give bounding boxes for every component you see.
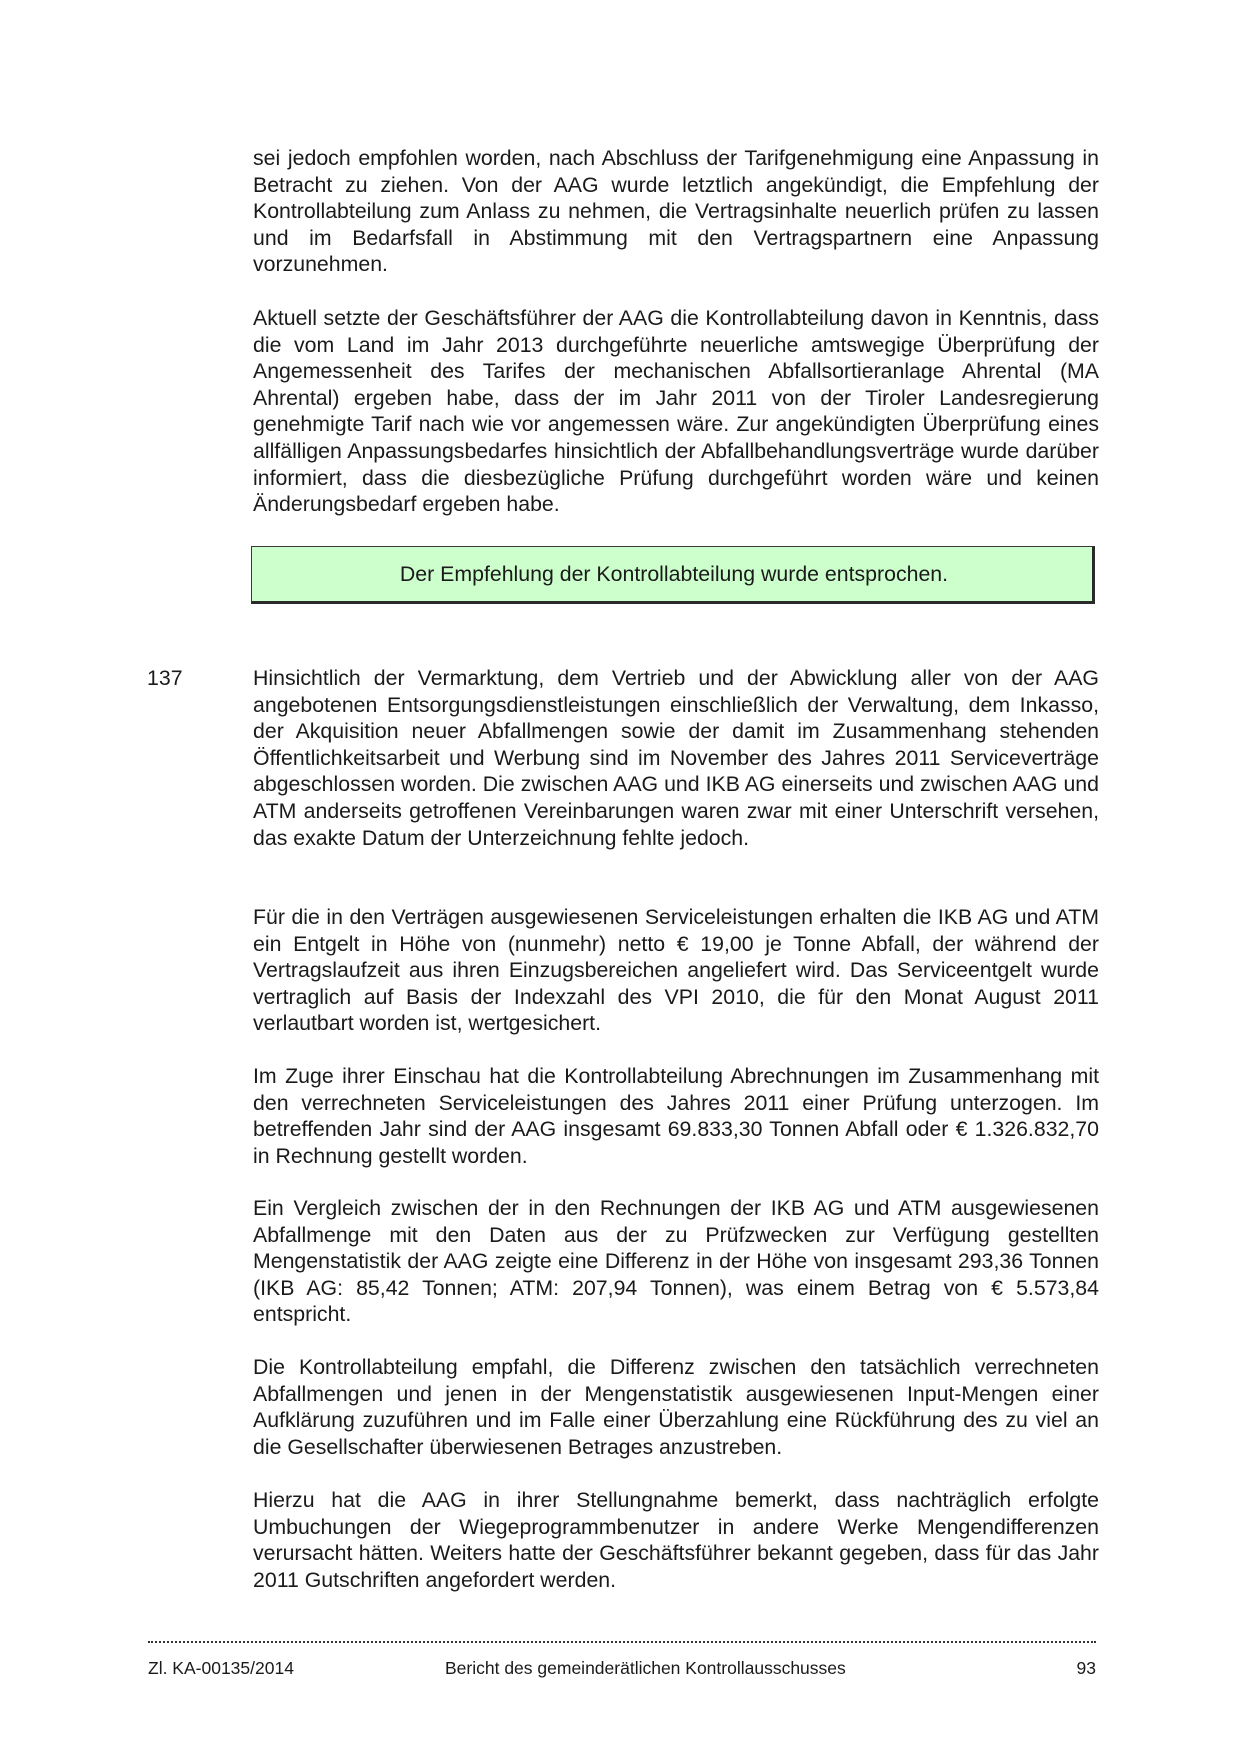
paragraph: Für die in den Verträgen ausgewiesenen Serviceleistungen erhalten die IKB AG und ATM ein Entgelt in Höhe von (nunmehr) netto € 19,00 je Tonne Abfall, der während der Vertragslaufzeit aus ihren Einzugsbereichen angeliefert wird. Das Serviceentgelt wurde vertraglich auf Basis der Indexzahl des VPI 2010, die für den Monat August 2011 verlautbart worden ist, wertgesichert.: [253, 905, 1099, 1036]
section-paragraph-4: [253, 1195, 1099, 1328]
paragraph-block-top-2: [253, 305, 1099, 518]
section-paragraph-6: [253, 1487, 1099, 1593]
section-number: 137: [147, 666, 183, 690]
paragraph: Ein Vergleich zwischen der in den Rechnungen der IKB AG und ATM ausgewiesenen Abfallmenge mit den Daten aus der zu Prüfzwecken zur Verfügung gestellten Mengenstatistik der AAG zeigte eine Differenz in der Höhe von insgesamt 293,36 Tonnen (IKB AG: 85,42 Tonnen; ATM: 207,94 Tonnen), was einem Betrag von € 5.573,84 entspricht.: [253, 1196, 1099, 1327]
paragraph-block-top-1: [253, 145, 1099, 278]
paragraph: Die Kontrollabteilung empfahl, die Differenz zwischen den tatsächlich verrechneten Abfallmengen und jenen in der Mengenstatistik ausgewiesenen Input-Mengen einer Aufklärung zuzuführen und im Falle einer Überzahlung eine Rückführung des zu viel an die Gesellschafter überwiesenen Betrages anzustreben.: [253, 1355, 1099, 1459]
recommendation-status-text: Der Empfehlung der Kontrollabteilung wurde entsprochen.: [399, 562, 949, 586]
page-number: 93: [1076, 1658, 1096, 1678]
section-paragraph-1: [253, 665, 1099, 851]
recommendation-status-box: [251, 546, 1095, 604]
section-paragraph-5: [253, 1354, 1099, 1460]
section-paragraph-3: [253, 1063, 1099, 1169]
page-footer: [148, 1657, 1096, 1681]
paragraph: Im Zuge ihrer Einschau hat die Kontrollabteilung Abrechnungen im Zusammenhang mit den verrechneten Serviceleistungen des Jahres 2011 einer Prüfung unterzogen. Im betreffenden Jahr sind der AAG insgesamt 69.833,30 Tonnen Abfall oder € 1.326.832,70 in Rechnung gestellt worden.: [253, 1064, 1099, 1168]
footer-divider: [148, 1641, 1096, 1643]
paragraph: Hinsichtlich der Vermarktung, dem Vertrieb und der Abwicklung aller von der AAG angebotenen Entsorgungsdienstleistungen einschließlich der Verwaltung, dem Inkasso, der Akquisition neuer Abfallmengen sowie der damit im Zusammenhang stehenden Öffentlichkeitsarbeit und Werbung sind im November des Jahres 2011 Serviceverträge abgeschlossen worden. Die zwischen AAG und IKB AG einerseits und zwischen AAG und ATM anderseits getroffenen Vereinbarungen waren zwar mit einer Unterschrift versehen, das exakte Datum der Unterzeichnung fehlte jedoch.: [253, 666, 1099, 850]
report-title: Bericht des gemeinderätlichen Kontrollausschusses: [445, 1658, 846, 1678]
paragraph: sei jedoch empfohlen worden, nach Abschluss der Tarifgenehmigung eine Anpassung in Betracht zu ziehen. Von der AAG wurde letztlich angekündigt, die Empfehlung der Kontrollabteilung zum Anlass zu nehmen, die Vertragsinhalte neuerlich prüfen zu lassen und im Bedarfsfall in Abstimmung mit den Vertragspartnern eine Anpassung vorzunehmen.: [253, 146, 1099, 277]
paragraph: Aktuell setzte der Geschäftsführer der AAG die Kontrollabteilung davon in Kenntnis, dass die vom Land im Jahr 2013 durchgeführte neuerliche amtswegige Überprüfung der Angemessenheit des Tarifes der mechanischen Abfallsortieranlage Ahrental (MA Ahrental) ergeben habe, dass der im Jahr 2011 von der Tiroler Landesregierung genehmigte Tarif nach wie vor angemessen wäre. Zur angekündigten Überprüfung eines allfälligen Anpassungsbedarfes hinsichtlich der Abfallbehandlungsverträge wurde darüber informiert, dass die diesbezügliche Prüfung durchgeführt worden wäre und keinen Änderungsbedarf ergeben habe.: [253, 306, 1099, 517]
document-reference: Zl. KA-00135/2014: [148, 1658, 294, 1678]
paragraph: Hierzu hat die AAG in ihrer Stellungnahme bemerkt, dass nachträglich erfolgte Umbuchungen der Wiegeprogrammbenutzer in andere Werke Mengendifferenzen verursacht hätten. Weiters hatte der Geschäftsführer bekannt gegeben, dass für das Jahr 2011 Gutschriften angefordert werden.: [253, 1488, 1099, 1592]
section-paragraph-2: [253, 904, 1099, 1037]
